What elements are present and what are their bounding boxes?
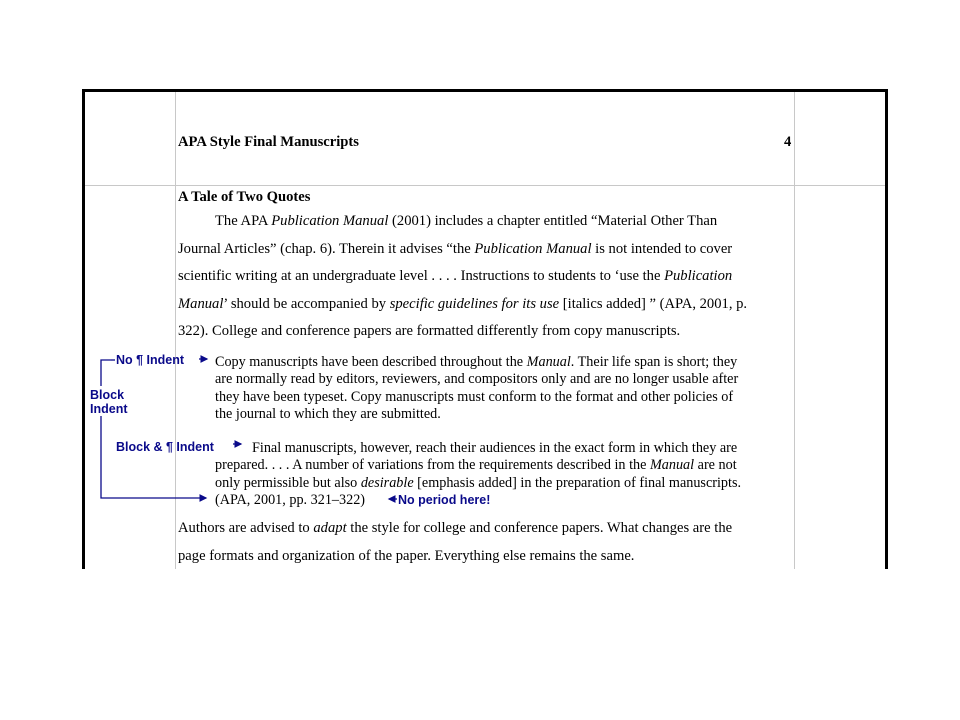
italic-text: Manual <box>178 295 224 312</box>
text-line: The APA Publication Manual (2001) includes a chapter entitled “Material Other Than <box>215 213 718 229</box>
header-margin-line <box>85 185 885 186</box>
italic-text: desirable <box>360 474 414 491</box>
text-line: page formats and organization of the paper. Everything else remains the same. <box>178 547 635 564</box>
italic-text: Manual <box>649 457 695 474</box>
section-heading: A Tale of Two Quotes <box>178 189 311 205</box>
text-line: scientific writing at an undergraduate level . . . . Instructions to students to ‘use the Publication <box>178 268 733 284</box>
running-head: APA Style Final Manuscripts <box>178 134 359 150</box>
text-line: Journal Articles” (chap. 6). Therein it advises “the Publication Manual is not intended to cover <box>178 240 733 257</box>
text-line: Copy manuscripts have been described throughout the Manual. Their life span is short; they <box>215 354 738 370</box>
italic-text: adapt <box>313 520 347 536</box>
text-line: (APA, 2001, pp. 321–322) <box>215 491 366 508</box>
italic-text: Publication Manual <box>474 240 592 257</box>
italic-text: Manual <box>526 354 571 370</box>
italic-text: Publication <box>664 268 733 284</box>
text-line: prepared. . . . A number of variations from the requirements described in the Manual are not <box>215 457 737 474</box>
label-block: Block <box>90 388 125 402</box>
text-line: only permissible but also desirable [emphasis added] in the preparation of final manuscripts. <box>215 474 742 491</box>
text-line: Authors are advised to adapt the style for college and conference papers. What changes are the <box>178 520 733 536</box>
label-indent: Indent <box>90 402 128 416</box>
label-no-period: No period here! <box>398 493 491 507</box>
italic-text: specific guidelines for its use <box>389 295 560 312</box>
text-line: the journal to which they are submitted. <box>215 405 441 422</box>
left-margin-line <box>175 92 176 569</box>
text-line: Final manuscripts, however, reach their audiences in the exact form in which they are <box>252 440 738 456</box>
right-margin-line <box>794 92 795 569</box>
text-line: Manual’ should be accompanied by specific guidelines for its use [italics added] ” (APA, 2001, p. <box>178 295 748 312</box>
text-line: they have been typeset. Copy manuscripts must conform to the format and other policies of <box>215 388 734 405</box>
italic-text: Publication Manual <box>271 213 389 229</box>
label-block-para-indent: Block & ¶ Indent <box>116 440 214 454</box>
label-no-indent: No ¶ Indent <box>116 353 185 367</box>
page-number: 4 <box>784 134 792 150</box>
text-line: 322). College and conference papers are formatted differently from copy manuscripts. <box>178 323 681 339</box>
text-line: are normally read by editors, reviewers, and compositors only and are no longer usable after <box>215 371 739 388</box>
